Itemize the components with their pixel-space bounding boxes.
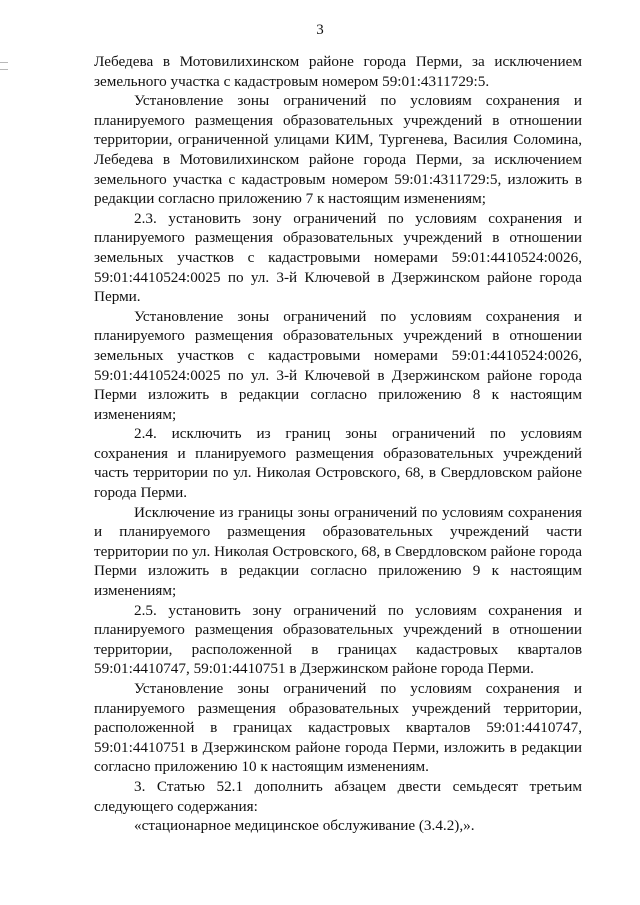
paragraph: Установление зоны ограничений по условиям сохранения и планируемого размещения образовательных учреждений в отношении земельных участков с кадастровыми номерами 59:01:4410524:0026, 59:01:4410524:0025 по ул. 3-й Ключевой в Дзержинском районе города Перми изложить в редакции согласно приложению 8 к настоящим изменениям;: [94, 307, 582, 423]
paragraph: 3. Статью 52.1 дополнить абзацем двести семьдесят третьим следующего содержания:: [94, 777, 582, 815]
scan-edge-mark: [0, 69, 8, 70]
paragraph-continuation: Лебедева в Мотовилихинском районе города Перми, за исключением земельного участка с кадастровым номером 59:01:4311729:5.: [94, 53, 582, 90]
page-number: 3: [316, 22, 324, 38]
quoted-paragraph: «стационарное медицинское обслуживание (3.4.2),».: [134, 817, 475, 835]
paragraph: 2.3. установить зону ограничений по условиям сохранения и планируемого размещения образовательных учреждений в отношении земельных участков с кадастровыми номерами 59:01:4410524:0026, 59:01:4410524:0025 по ул. 3-й Ключевой в Дзержинском районе города Перми.: [94, 209, 582, 306]
paragraph: 2.5. установить зону ограничений по условиям сохранения и планируемого размещения образовательных учреждений в отношении территории, расположенной в границах кадастровых кварталов 59:01:4410747, 59:01:4410751 в Дзержинском районе города Перми.: [94, 601, 582, 678]
paragraph: Исключение из границы зоны ограничений по условиям сохранения и планируемого размещения образовательных учреждений части территории по ул. Николая Островского, 68, в Свердловском районе города Перми изложить в редакции согласно приложению 9 к настоящим изменениям;: [94, 503, 582, 600]
document-body: [94, 52, 582, 836]
paragraph: Установление зоны ограничений по условиям сохранения и планируемого размещения образовательных учреждений в отношении территории, ограниченной улицами КИМ, Тургенева, Василия Соломина, Лебедева в Мотовилихинском районе города Перми, за исключением земельного участка с кадастровым номером 59:01:4311729:5, изложить в редакции согласно приложению 7 к настоящим изменениям;: [94, 92, 582, 208]
paragraph: Установление зоны ограничений по условиям сохранения и планируемого размещения образовательных учреждений территории, расположенной в границах кадастровых кварталов 59:01:4410747, 59:01:4410751 в Дзержинском районе города Перми, изложить в редакции согласно приложению 10 к настоящим изменениям.: [94, 680, 582, 776]
scan-edge-mark: [0, 62, 8, 63]
paragraph: 2.4. исключить из границ зоны ограничений по условиям сохранения и планируемого размещения образовательных учреждений часть территории по ул. Николая Островского, 68, в Свердловском районе города Перми.: [94, 425, 582, 502]
